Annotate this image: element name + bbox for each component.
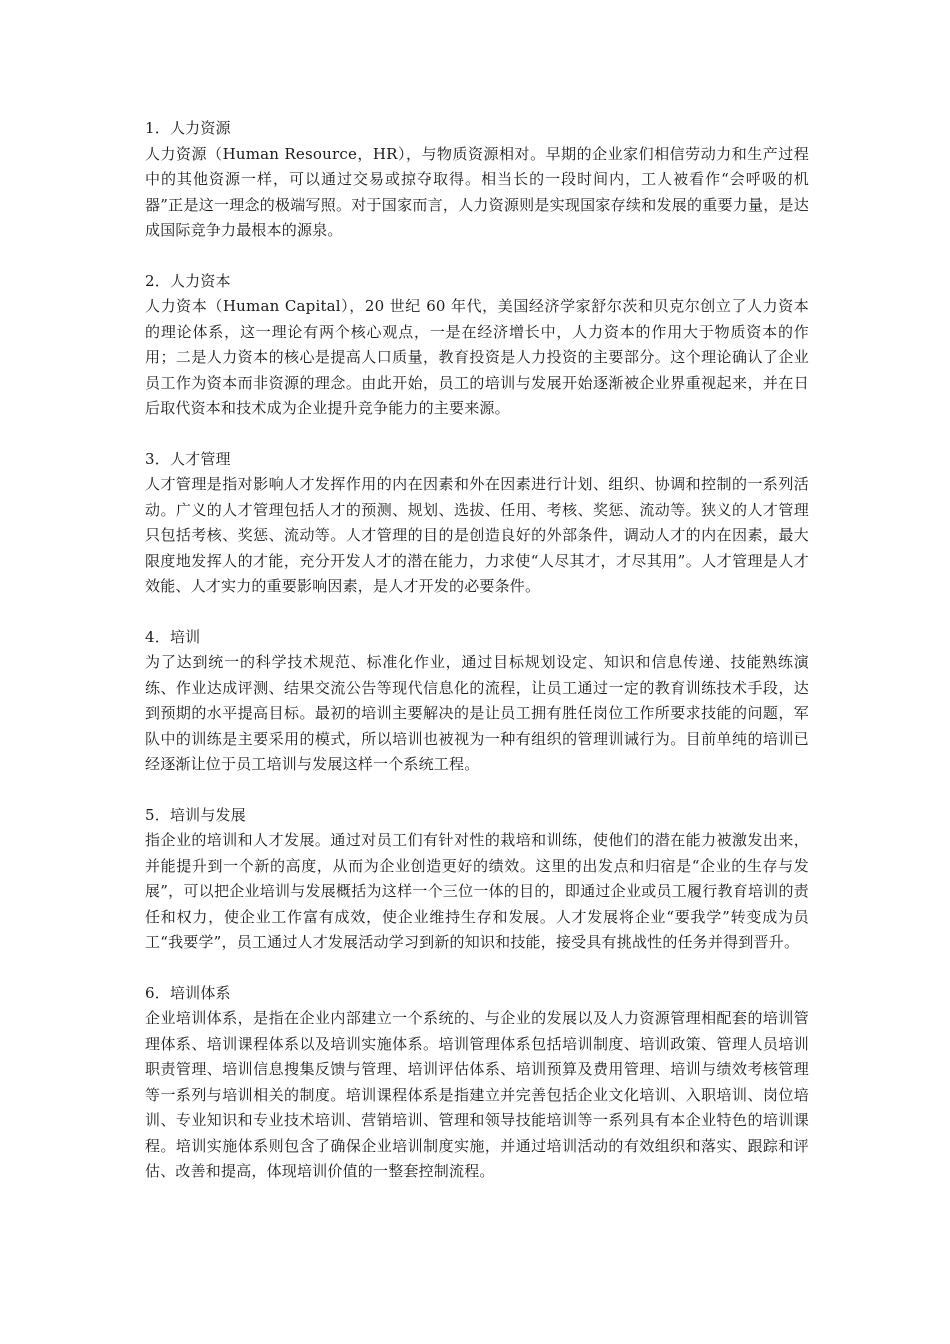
section-heading: 4．培训 xyxy=(145,627,201,646)
section-body: 指企业的培训和人才发展。通过对员工们有针对性的栽培和训练，使他们的潜在能力被激发出来，并能提升到一个新的高度，从而为企业创造更好的绩效。这里的出发点和归宿是“企业的生存与发展”，可以把企业培训与发展概括为这样一个三位一体的目的，即通过企业或员工履行教育培训的责任和权力，使企业工作富有成效，使企业维持生存和发展。人才发展将企业“要我学”转变成为员工“我要学”，员工通过人才发展活动学习到新的知识和技能，接受具有挑战性的任务并得到晋升。 xyxy=(145,831,809,951)
section-heading: 1．人力资源 xyxy=(145,119,231,137)
section-talent-management xyxy=(145,447,809,600)
section-training-system xyxy=(145,981,809,1185)
section-body: 人力资本（Human Capital），20 世纪 60 年代，美国经济学家舒尔茨和贝克尔创立了人力资本的理论体系，这一理论有两个核心观点，一是在经济增长中，人力资本的作用大于物质资本的作用；二是人力资本的核心是提高人口质量，教育投资是人力投资的主要部分。这个理论确认了企业员工作为资本而非资源的理念。由此开始，员工的培训与发展开始逐渐被企业界重视起来，并在日后取代资本和技术成为企业提升竞争能力的主要来源。 xyxy=(145,297,809,417)
section-heading: 2．人力资本 xyxy=(145,271,231,290)
section-heading: 3．人才管理 xyxy=(145,449,231,468)
section-human-resource xyxy=(145,116,809,244)
section-body: 人力资源（Human Resource，HR），与物质资源相对。早期的企业家们相信劳动力和生产过程中的其他资源一样，可以通过交易或掠夺取得。相当长的一段时间内，工人被看作“会呼吸的机器”正是这一理念的极端写照。对于国家而言，人力资源则是实现国家存续和发展的重要力量，是达成国际竞争力最根本的源泉。 xyxy=(145,144,809,239)
section-training-and-development xyxy=(145,803,809,956)
section-training xyxy=(145,625,809,778)
document-page xyxy=(145,116,809,1210)
section-body: 为了达到统一的科学技术规范、标准化作业，通过目标规划设定、知识和信息传递、技能熟练演练、作业达成评测、结果交流公告等现代信息化的流程，让员工通过一定的教育训练技术手段，达到预期的水平提高目标。最初的培训主要解决的是让员工拥有胜任岗位工作所要求技能的问题，军队中的训练是主要采用的模式，所以培训也被视为一种有组织的管理训诫行为。目前单纯的培训已经逐渐让位于员工培训与发展这样一个系统工程。 xyxy=(145,653,809,773)
section-heading: 6．培训体系 xyxy=(145,983,231,1002)
section-human-capital xyxy=(145,269,809,422)
section-body: 企业培训体系，是指在企业内部建立一个系统的、与企业的发展以及人力资源管理相配套的培训管理体系、培训课程体系以及培训实施体系。培训管理体系包括培训制度、培训政策、管理人员培训职责管理、培训信息搜集反馈与管理、培训评估体系、培训预算及费用管理、培训与绩效考核管理等一系列与培训相关的制度。培训课程体系是指建立并完善包括企业文化培训、入职培训、岗位培训、专业知识和专业技术培训、营销培训、管理和领导技能培训等一系列具有本企业特色的培训课程。培训实施体系则包含了确保企业培训制度实施，并通过培训活动的有效组织和落实、跟踪和评估、改善和提高，体现培训价值的一整套控制流程。 xyxy=(145,1009,809,1180)
section-heading: 5．培训与发展 xyxy=(145,805,246,824)
section-body: 人才管理是指对影响人才发挥作用的内在因素和外在因素进行计划、组织、协调和控制的一系列活动。广义的人才管理包括人才的预测、规划、选拔、任用、考核、奖惩、流动等。狭义的人才管理只包括考核、奖惩、流动等。人才管理的目的是创造良好的外部条件，调动人才的内在因素，最大限度地发挥人的才能，充分开发人才的潜在能力，力求使“人尽其才，才尽其用”。人才管理是人才效能、人才实力的重要影响因素，是人才开发的必要条件。 xyxy=(145,475,809,595)
